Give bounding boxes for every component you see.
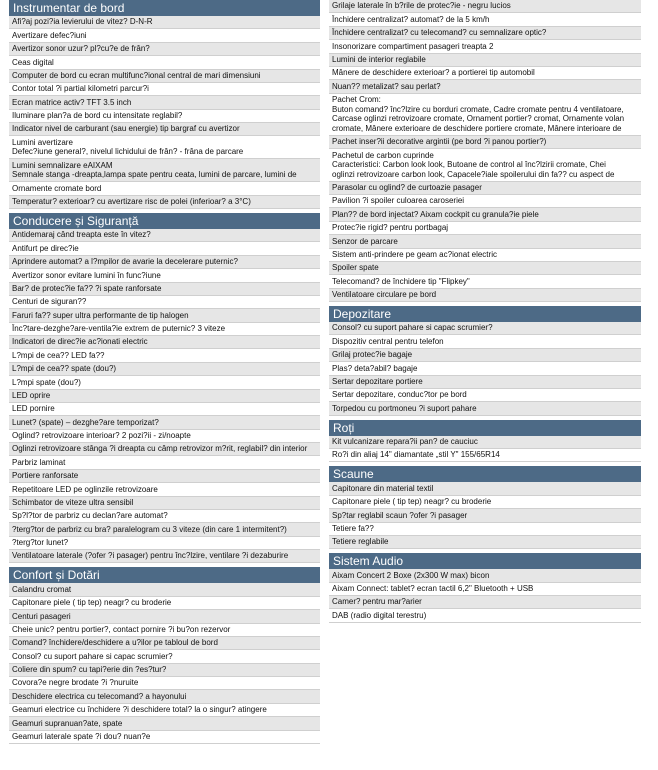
feature-text: LED oprire — [12, 390, 51, 400]
section-conducere-si-siguranta — [9, 213, 320, 563]
section-confort-si-dotari — [9, 567, 320, 744]
feature-row — [329, 249, 641, 262]
feature-row — [9, 269, 320, 282]
feature-text: Afi?aj pozi?ia levierului de vitez? D-N-R — [12, 17, 153, 27]
feature-text: Oglind? retrovizoare interioar? 2 pozi?ii - zi/noapte — [12, 431, 191, 441]
feature-text: Nuan?? metalizat? sau perlat? — [332, 81, 441, 91]
feature-text: Protec?ie rigid? pentru portbagaj — [332, 223, 449, 233]
feature-row — [9, 43, 320, 56]
feature-row — [329, 335, 641, 348]
section-heading: Confort și Dotări — [9, 567, 320, 583]
right-column — [329, 0, 641, 623]
feature-text: Ro?i din aliaj 14" diamantate „stil Y" 155/65R14 — [332, 450, 500, 460]
feature-text: Antidemaraj când treapta este în vitez? — [12, 230, 151, 240]
feature-text: Parasolar cu oglind? de curtoazie pasager — [332, 183, 482, 193]
feature-row — [9, 376, 320, 389]
feature-text: Centuri de siguran?? — [12, 297, 87, 307]
feature-text: Geamuri electrice cu închidere ?i deschidere total? la o singur? atingere — [12, 705, 267, 715]
feature-text: Portiere ranforsate — [12, 471, 79, 481]
feature-row — [9, 56, 320, 69]
section-section — [329, 0, 641, 302]
feature-text: Insonorizare compartiment pasageri treapta 2 — [332, 41, 494, 51]
feature-row — [329, 262, 641, 275]
feature-row — [9, 363, 320, 376]
feature-row — [9, 624, 320, 637]
feature-row — [329, 523, 641, 536]
feature-text: Lumini avertizare — [12, 137, 73, 147]
feature-row — [329, 376, 641, 389]
feature-row — [9, 83, 320, 96]
feature-text: Mânere de deschidere exterioar? a portierei tip automobil — [332, 68, 535, 78]
feature-text: Ornamente cromate bord — [12, 183, 102, 193]
feature-row — [329, 362, 641, 375]
feature-row — [9, 597, 320, 610]
feature-text: ?terg?tor de parbriz cu bra? paralelogram cu 3 viteze (din care 1 intermitent?) — [12, 524, 287, 534]
feature-text: Contor total ?i partial kilometri parcur?i — [12, 84, 149, 94]
feature-row — [329, 27, 641, 40]
feature-row — [329, 54, 641, 67]
feature-row — [9, 650, 320, 663]
feature-text: DAB (radio digital terestru) — [332, 610, 427, 620]
feature-text: Bar? de protec?ie fa?? ?i spate ranforsate — [12, 283, 162, 293]
feature-text: Semnale stanga -dreapta,lampa spate pentru ceata, lumini de parcare, lumini de — [12, 170, 297, 180]
section-heading: Depozitare — [329, 306, 641, 322]
feature-text: Sertar depozitare portiere — [332, 376, 423, 386]
feature-row — [9, 296, 320, 309]
feature-text: Închidere centralizat? automat? de la 5 km/h — [332, 14, 490, 24]
feature-text: Ecran matrice activ? TFT 3.5 inch — [12, 97, 132, 107]
feature-text: Dispozitiv central pentru telefon — [332, 336, 444, 346]
feature-row — [9, 256, 320, 269]
feature-row — [329, 436, 641, 449]
feature-row — [9, 583, 320, 596]
section-scaune — [329, 466, 641, 549]
feature-text: Centuri pasageri — [12, 611, 71, 621]
feature-text: Repetitoare LED pe oglinzile retrovizoare — [12, 484, 158, 494]
feature-row — [329, 149, 641, 182]
feature-row — [9, 456, 320, 469]
feature-row — [329, 222, 641, 235]
feature-text: Capitonare piele ( tip tep) neagr? cu broderie — [12, 598, 172, 608]
feature-text: L?mpi spate (dou?) — [12, 377, 81, 387]
feature-row — [9, 403, 320, 416]
feature-text: Faruri fa?? super ultra performante de tip halogen — [12, 310, 189, 320]
feature-text: Temperatur? exterioar? cu avertizare risc de polei (inferioar? a 3°C) — [12, 197, 251, 207]
left-column — [9, 0, 320, 744]
feature-row — [9, 349, 320, 362]
feature-text: Aixam Connect: tablet? ecran tactil 6,2" Bluetooth + USB — [332, 584, 534, 594]
section-roti — [329, 420, 641, 463]
feature-row — [329, 449, 641, 462]
feature-text: Caracteristici: Carbon look look, Butoane de control al înc?lzirii cromate, Chei — [332, 160, 606, 170]
feature-row — [329, 208, 641, 221]
feature-text: Coliere din spum? cu tapi?erie din ?es?tur? — [12, 665, 167, 675]
feature-text: Sp?tar reglabil scaun ?ofer ?i pasager — [332, 510, 468, 520]
feature-row — [9, 16, 320, 29]
feature-row — [9, 704, 320, 717]
feature-row — [9, 497, 320, 510]
feature-text: Camer? pentru mar?arier — [332, 597, 422, 607]
feature-text: Lunet? (spate) – dezghe?are temporizat? — [12, 417, 159, 427]
feature-text: Capitonare piele ( tip tep) neagr? cu broderie — [332, 497, 492, 507]
feature-text: Telecomand? de închidere tip "Flipkey" — [332, 276, 470, 286]
feature-text: Ceas digital — [12, 57, 54, 67]
feature-row — [329, 94, 641, 136]
section-depozitare — [329, 306, 641, 416]
feature-text: Covora?e negre brodate ?i ?nuruite — [12, 678, 139, 688]
feature-row — [329, 13, 641, 26]
feature-text: Lumini semnalizare eAIXAM — [12, 160, 113, 170]
feature-text: L?mpi de cea?? LED fa?? — [12, 350, 105, 360]
feature-row — [329, 349, 641, 362]
feature-text: Sistem anti-prindere pe geam ac?ionat electric — [332, 249, 497, 259]
section-heading: Instrumentar de bord — [9, 0, 320, 16]
feature-text: Torpedou cu portmoneu ?i suport pahare — [332, 403, 477, 413]
feature-text: Computer de bord cu ecran multifunc?ional central de mari dimensiuni — [12, 70, 261, 80]
feature-text: Cheie unic? pentru portier?, contact pornire ?i bu?on rezervor — [12, 624, 231, 634]
section-heading: Roți — [329, 420, 641, 436]
feature-text: Antifurt pe direc?ie — [12, 243, 79, 253]
section-heading: Sistem Audio — [329, 553, 641, 569]
feature-text: Capitonare din material textil — [332, 483, 434, 493]
feature-text: Pavilion ?i spoiler culoarea caroseriei — [332, 196, 465, 206]
feature-row — [9, 70, 320, 83]
feature-text: Grilaje laterale în b?rile de protec?ie - negru lucios — [332, 1, 511, 11]
feature-row — [9, 523, 320, 536]
feature-text: Parbriz laminat — [12, 457, 66, 467]
feature-row — [329, 80, 641, 93]
feature-row — [9, 159, 320, 182]
feature-row — [329, 182, 641, 195]
feature-text: Sertar depozitare, conduc?tor pe bord — [332, 390, 467, 400]
feature-text: Aprindere automat? a l?mpilor de avarie la decelerare puternic? — [12, 257, 238, 267]
feature-text: Sp?l?tor de parbriz cu declan?are automat? — [12, 511, 168, 521]
feature-row — [329, 509, 641, 522]
feature-row — [9, 637, 320, 650]
feature-row — [9, 717, 320, 730]
feature-text: oglinzi retrovizoare carbon look, Capacele?iale spoilerului din fa?? cu aspect de — [332, 169, 615, 179]
feature-text: Lumini de interior reglabile — [332, 54, 426, 64]
feature-row — [329, 569, 641, 582]
feature-row — [329, 0, 641, 13]
section-sistem-audio — [329, 553, 641, 623]
section-heading: Conducere și Siguranță — [9, 213, 320, 229]
feature-text: LED pornire — [12, 404, 55, 414]
feature-row — [9, 110, 320, 123]
feature-text: Tetiere fa?? — [332, 523, 374, 533]
section-instrumentar-de-bord — [9, 0, 320, 209]
feature-text: Pachet inser?ii decorative argintii (pe bord ?i panou portier?) — [332, 137, 547, 147]
feature-row — [9, 390, 320, 403]
feature-text: Ventilatoare circulare pe bord — [332, 290, 437, 300]
feature-text: Avertizare defec?iuni — [12, 30, 87, 40]
feature-row — [9, 537, 320, 550]
feature-row — [9, 483, 320, 496]
feature-row — [9, 123, 320, 136]
feature-text: Pachet Crom: — [332, 95, 381, 105]
feature-row — [329, 322, 641, 335]
feature-row — [9, 470, 320, 483]
feature-row — [9, 336, 320, 349]
feature-row — [9, 283, 320, 296]
feature-row — [9, 443, 320, 456]
feature-text: Indicatori de direc?ie ac?ionati electric — [12, 337, 148, 347]
feature-text: Plan?? de bord injectat? Aixam cockpit cu granula?ie piele — [332, 209, 539, 219]
feature-row — [329, 275, 641, 288]
feature-row — [9, 510, 320, 523]
feature-row — [9, 610, 320, 623]
feature-row — [9, 323, 320, 336]
feature-row — [9, 664, 320, 677]
feature-row — [329, 496, 641, 509]
feature-row — [329, 289, 641, 302]
feature-text: ?terg?tor lunet? — [12, 538, 69, 548]
feature-text: Iluminare plan?a de bord cu intensitate reglabil? — [12, 111, 183, 121]
feature-text: Defec?iune general?, nivelul lichidului de frân? - frâna de parcare — [12, 147, 244, 157]
feature-text: L?mpi de cea?? spate (dou?) — [12, 364, 117, 374]
feature-text: Geamuri supranuan?ate, spate — [12, 718, 123, 728]
feature-text: Indicator nivel de carburant (sau energie) tip bargraf cu avertizor — [12, 124, 240, 134]
feature-row — [329, 67, 641, 80]
feature-row — [329, 40, 641, 53]
feature-row — [9, 182, 320, 195]
feature-row — [9, 731, 320, 744]
feature-row — [329, 136, 641, 149]
feature-text: Înc?tare-dezghe?are-ventila?ie extrem de puternic? 3 viteze — [12, 324, 226, 334]
feature-row — [329, 583, 641, 596]
feature-text: Calandru cromat — [12, 584, 72, 594]
feature-text: Grilaj protec?ie bagaje — [332, 350, 413, 360]
feature-text: Carcase oglinzi retrovizoare cromate, Ornament portier? cromat, Ornamente volan — [332, 114, 625, 124]
section-heading: Scaune — [329, 466, 641, 482]
feature-row — [9, 229, 320, 242]
feature-row — [9, 309, 320, 322]
feature-text: Aixam Concert 2 Boxe (2x300 W max) bicon — [332, 570, 490, 580]
feature-text: Consol? cu suport pahare si capac scrumier? — [12, 651, 173, 661]
feature-row — [329, 235, 641, 248]
feature-text: Plas? deta?abil? bagaje — [332, 363, 418, 373]
feature-text: Deschidere electrica cu telecomand? a hayonului — [12, 691, 187, 701]
feature-text: Tetiere reglabile — [332, 537, 389, 547]
feature-row — [329, 389, 641, 402]
feature-text: Oglinzi retrovizoare stânga ?i dreapta cu câmp retrovizor m?rit, reglabil? din interior — [12, 444, 308, 454]
feature-text: Avertizor sonor uzur? pl?cu?e de frân? — [12, 44, 150, 54]
feature-row — [9, 242, 320, 255]
feature-text: Închidere centralizat? cu telecomand? cu semnalizare optic? — [332, 28, 547, 38]
feature-row — [329, 536, 641, 549]
feature-text: Consol? cu suport pahare si capac scrumier? — [332, 323, 493, 333]
feature-row — [9, 690, 320, 703]
feature-row — [329, 402, 641, 415]
feature-text: Pachetul de carbon cuprinde — [332, 150, 434, 160]
feature-text: Comand? închidere/deschidere a u?ilor pe tabloul de bord — [12, 638, 218, 648]
feature-text: Geamuri laterale spate ?i dou? nuan?e — [12, 731, 151, 741]
feature-text: Buton comand? înc?lzire cu borduri cromate, Cadre cromate pentru 4 ventilatoare, — [332, 104, 624, 114]
feature-row — [329, 482, 641, 495]
feature-row — [9, 416, 320, 429]
feature-row — [9, 430, 320, 443]
feature-text: Senzor de parcare — [332, 236, 398, 246]
feature-row — [9, 136, 320, 159]
feature-text: Avertizor sonor evitare lumini în func?iune — [12, 270, 161, 280]
feature-text: Schimbator de viteze ultra sensibil — [12, 497, 134, 507]
feature-row — [329, 596, 641, 609]
feature-text: Spoiler spate — [332, 263, 379, 273]
feature-text: cromate, Mânere exterioare de deschidere portiere cromate, Mânere interioare de — [332, 123, 622, 133]
feature-row — [9, 550, 320, 563]
feature-row — [9, 29, 320, 42]
feature-row — [9, 96, 320, 109]
feature-text: Ventilatoare laterale (?ofer ?i pasager) pentru înc?lzire, ventilare ?i dezaburire — [12, 551, 289, 561]
feature-row — [329, 609, 641, 622]
feature-row — [9, 196, 320, 209]
feature-row — [329, 195, 641, 208]
feature-row — [9, 677, 320, 690]
feature-text: Kit vulcanizare repara?ii pan? de cauciuc — [332, 437, 478, 447]
